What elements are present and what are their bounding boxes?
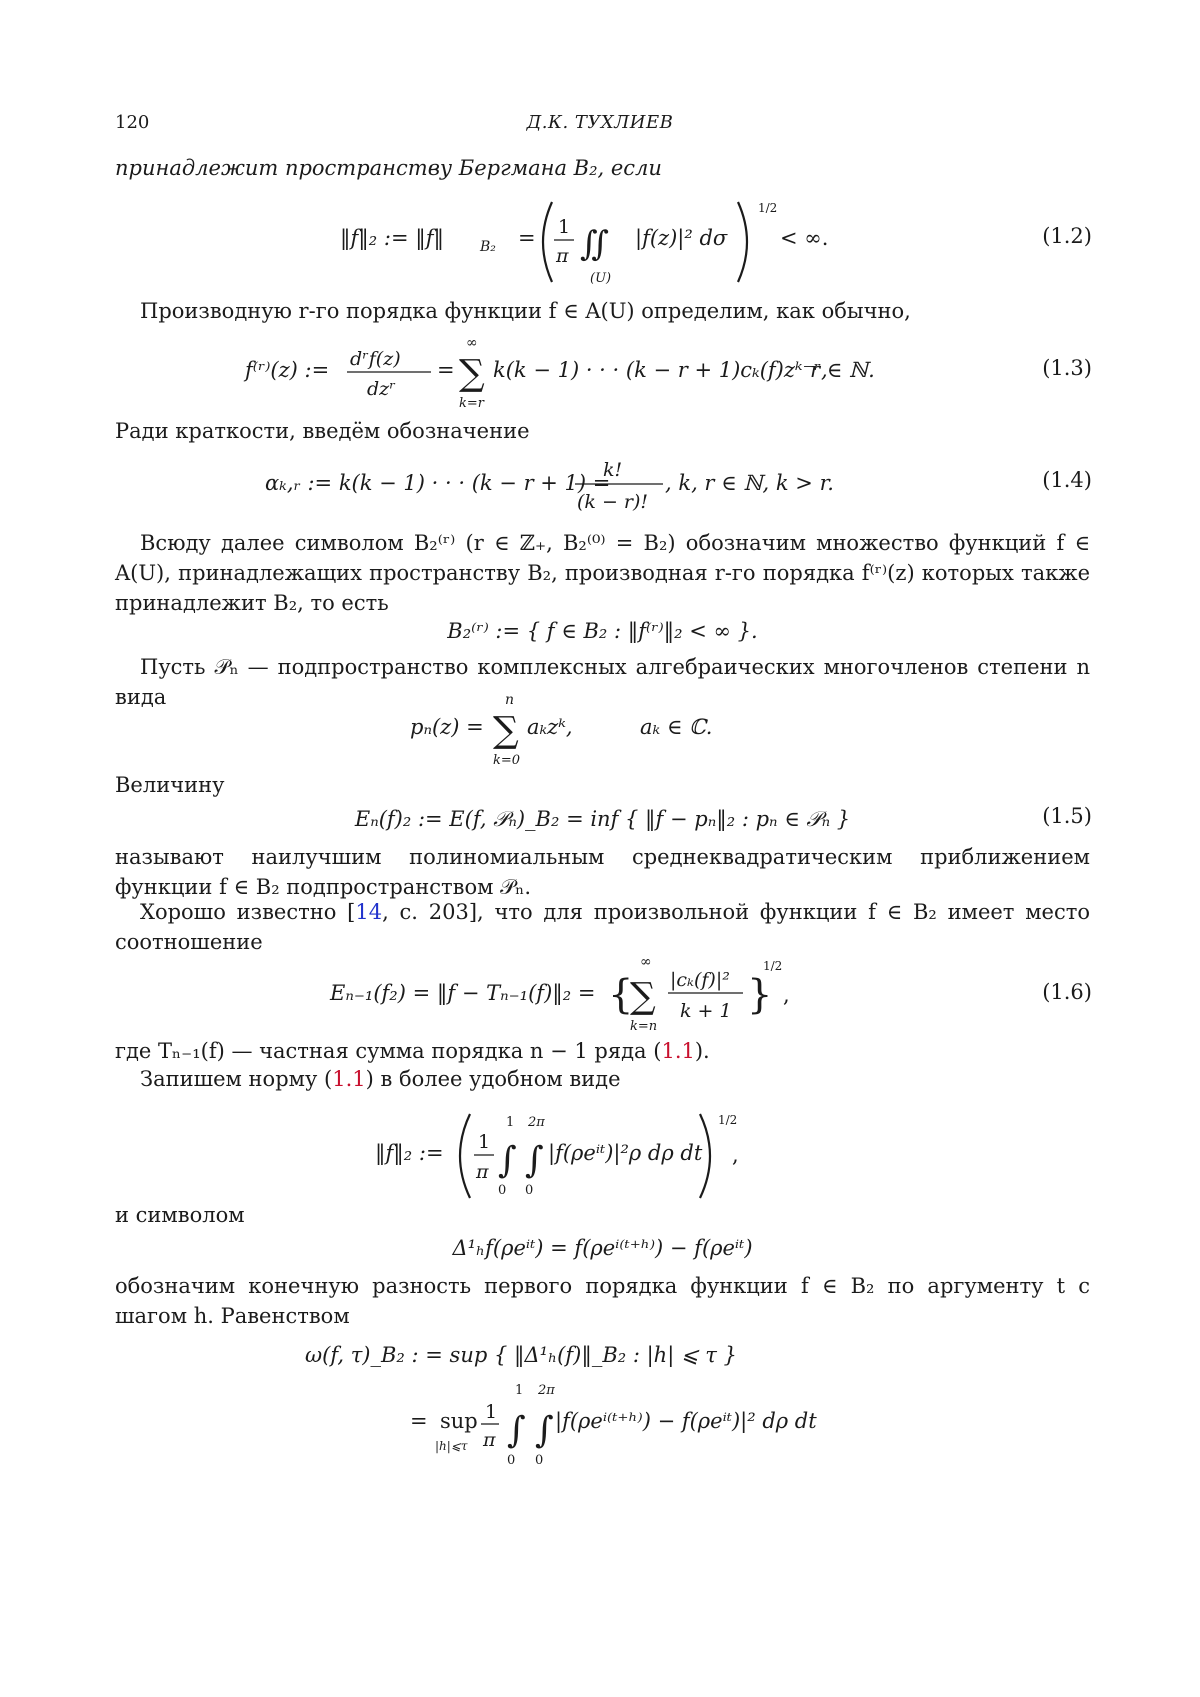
eq13-lhs: f⁽ʳ⁾(z) := (245, 358, 330, 382)
eqomega2-sup: sup (440, 1409, 478, 1433)
eq14-frac-num: k! (603, 459, 623, 481)
eqpn-sum-bottom: k=0 (493, 753, 521, 768)
eqnorm-int2-bottom: 0 (525, 1183, 534, 1198)
equation-ref-1-1-second[interactable]: 1.1 (332, 1067, 366, 1091)
eq16-tail: , (783, 983, 790, 1007)
l8-pre: Хорошо известно [ (140, 900, 356, 924)
l10-post: ) в более удобном виде (365, 1067, 621, 1091)
l9-pre: где Tₙ₋₁(f) — частная сумма порядка n − 1 ряда ( (115, 1039, 662, 1063)
paragraph-partial-sum (115, 1036, 1090, 1066)
equation-1-5: Eₙ(f)₂ := E(f, 𝒫ₙ)_B₂ = inf { ‖f − pₙ‖₂ : pₙ ∈ 𝒫ₙ } (354, 807, 851, 831)
eqpn-cond: aₖ ∈ ℂ. (640, 715, 713, 739)
eq13-frac-num: dʳf(z) (350, 348, 401, 370)
eqnorm-int2-top: 2π (528, 1115, 545, 1130)
page-number: 120 (115, 112, 150, 133)
eqnorm-integrand: |f(ρeⁱᵗ)|²ρ dρ dt (548, 1141, 703, 1165)
eq12-domain: (U) (590, 271, 612, 286)
paragraph-brevity: Ради краткости, введём обозначение (115, 419, 530, 443)
eq12-paren-right (738, 202, 747, 282)
eq13-frac-den: dzʳ (367, 378, 396, 400)
paragraph-bergman-intro: принадлежит пространству Бергмана B₂, если (115, 156, 662, 180)
paragraph-b2r-definition: Всюду далее символом B₂⁽ʳ⁾ (r ∈ ℤ₊, B₂⁽⁰⁾ = B₂) обозначим множество функций f ∈ A(U), принадлежащих пространству B₂, производная r-го порядка f⁽ʳ⁾(z) которых также принадлежит B₂, то есть (115, 531, 1090, 615)
eq12-rhs: < ∞. (780, 226, 829, 250)
eqnorm-int2: ∫ (525, 1140, 544, 1181)
equation-omega-line2 (405, 1378, 845, 1478)
eqnorm-exponent: 1/2 (718, 1113, 738, 1127)
eqpn-body: aₖzᵏ, (527, 715, 573, 739)
eq12-integrand: |f(z)|² dσ (635, 226, 728, 250)
equation-number-1-6: (1.6) (1042, 980, 1092, 1004)
paragraph-polynomials: Пусть 𝒫ₙ — подпространство комплексных алгебраических многочленов степени n вида (115, 655, 1090, 709)
running-title: Д.К. ТУХЛИЕВ (526, 112, 674, 133)
l8-post: , с. 203], что для произвольной функции f ∈ B₂ имеет место соотношение (115, 900, 1090, 954)
equation-1-6 (325, 950, 845, 1040)
eq12-frac-den: π (556, 245, 569, 267)
eq13-eq: = (437, 358, 455, 382)
paragraph-quantity: Величину (115, 773, 225, 797)
eqnorm-tail: , (732, 1143, 739, 1167)
eqomega2-int1-bottom: 0 (507, 1453, 516, 1468)
equation-1-2 (330, 190, 850, 290)
equation-delta: Δ¹ₕf(ρeⁱᵗ) = f(ρeⁱ⁽ᵗ⁺ʰ⁾) − f(ρeⁱᵗ) (452, 1236, 753, 1260)
eqomega2-int1-top: 1 (515, 1383, 524, 1398)
eq16-brace-left: { (608, 972, 634, 1018)
l10-pre: Запишем норму ( (140, 1067, 333, 1091)
equation-norm (370, 1100, 770, 1205)
eq14-lhs: αₖ,ᵣ := k(k − 1) · · · (k − r + 1) = (265, 471, 611, 495)
eq12-frac-num: 1 (558, 216, 571, 238)
eqnorm-frac-den: π (476, 1161, 489, 1183)
eqnorm-paren-left (460, 1114, 470, 1198)
eqnorm-int1-bottom: 0 (498, 1183, 507, 1198)
eqpn-sigma: ∑ (493, 710, 519, 751)
eqnorm-frac-num: 1 (478, 1131, 491, 1153)
eqomega2-int2-bottom: 0 (535, 1453, 544, 1468)
equation-number-1-5: (1.5) (1042, 804, 1092, 828)
equation-number-1-4: (1.4) (1042, 468, 1092, 492)
eq13-sum-bottom: k=r (459, 396, 484, 411)
eq12-lhs: ‖f‖₂ := ‖f‖ (340, 226, 444, 250)
eq12-exponent: 1/2 (758, 201, 778, 215)
equation-1-4 (255, 452, 955, 522)
eqomega2-frac-den: π (483, 1429, 496, 1451)
eqnorm-int1-top: 1 (506, 1115, 515, 1130)
eqnorm-int1: ∫ (498, 1140, 517, 1181)
eqpn-lhs: pₙ(z) = (410, 715, 484, 739)
equation-number-1-3: (1.3) (1042, 356, 1092, 380)
eq16-frac-num: |cₖ(f)|² (670, 969, 730, 991)
eq12-integral: ∬ (580, 224, 609, 264)
paragraph-derivative: Производную r-го порядка функции f ∈ A(U) определим, как обычно, (140, 299, 911, 323)
eq12-paren-left (543, 202, 552, 282)
eqpn-sum-top: n (505, 692, 515, 708)
eqomega2-integrand: |f(ρeⁱ⁽ᵗ⁺ʰ⁾) − f(ρeⁱᵗ)|² dρ dt (555, 1409, 817, 1433)
eq16-sigma: ∑ (630, 976, 656, 1017)
eqomega2-eq: = (410, 1409, 428, 1433)
equation-omega-line1: ω(f, τ)_B₂ : = sup { ‖Δ¹ₕ(f)‖_B₂ : |h| ⩽ τ } (305, 1343, 737, 1367)
eq14-frac-den: (k − r)! (577, 491, 649, 513)
equation-1-3 (235, 333, 975, 413)
eqomega2-int1: ∫ (507, 1410, 526, 1451)
equation-pn (405, 688, 725, 768)
paragraph-best-approximation: называют наилучшим полиномиальным среднеквадратическим приближением функции f ∈ B₂ подпространством 𝒫ₙ. (115, 845, 1090, 899)
eq12-eq: = (518, 226, 536, 250)
citation-link-14[interactable]: 14 (355, 900, 383, 924)
eqnorm-lhs: ‖f‖₂ := (375, 1141, 444, 1165)
paragraph-norm-form (115, 1064, 1090, 1094)
equation-number-1-2: (1.2) (1042, 224, 1092, 248)
equation-b2r-set: B₂⁽ʳ⁾ := { f ∈ B₂ : ‖f⁽ʳ⁾‖₂ < ∞ }. (447, 619, 758, 643)
eqomega2-int2-top: 2π (538, 1383, 555, 1398)
eq16-sum-top: ∞ (640, 954, 652, 970)
eqomega2-int2: ∫ (535, 1410, 554, 1451)
eq16-lhs: Eₙ₋₁(f₂) = ‖f − Tₙ₋₁(f)‖₂ = (330, 981, 596, 1005)
paragraph-known-relation (115, 897, 1090, 957)
eq12-sub: B₂ (480, 239, 496, 255)
eqomega2-sup-sub: |h|⩽τ (435, 1439, 468, 1453)
paragraph-symbol: и символом (115, 1203, 245, 1227)
eq13-body: k(k − 1) · · · (k − r + 1)cₖ(f)zᵏ⁻ʳ, (493, 358, 828, 382)
eq16-sum-bottom: k=n (630, 1019, 658, 1034)
eq13-sum-top: ∞ (466, 335, 478, 351)
eqomega2-frac-num: 1 (485, 1401, 498, 1423)
eq16-frac-den: k + 1 (680, 1000, 732, 1022)
eq13-cond: r ∈ ℕ. (810, 358, 875, 382)
l9-post: ). (694, 1039, 710, 1063)
eq14-cond: , k, r ∈ ℕ, k > r. (665, 471, 834, 495)
eq13-sigma: ∑ (459, 353, 485, 394)
eq16-exponent: 1/2 (763, 959, 783, 973)
paragraph-finite-difference: обозначим конечную разность первого порядка функции f ∈ B₂ по аргументу t с шагом h. Равенством (115, 1274, 1090, 1328)
equation-ref-1-1[interactable]: 1.1 (661, 1039, 695, 1063)
eq16-brace-right: } (747, 972, 773, 1018)
